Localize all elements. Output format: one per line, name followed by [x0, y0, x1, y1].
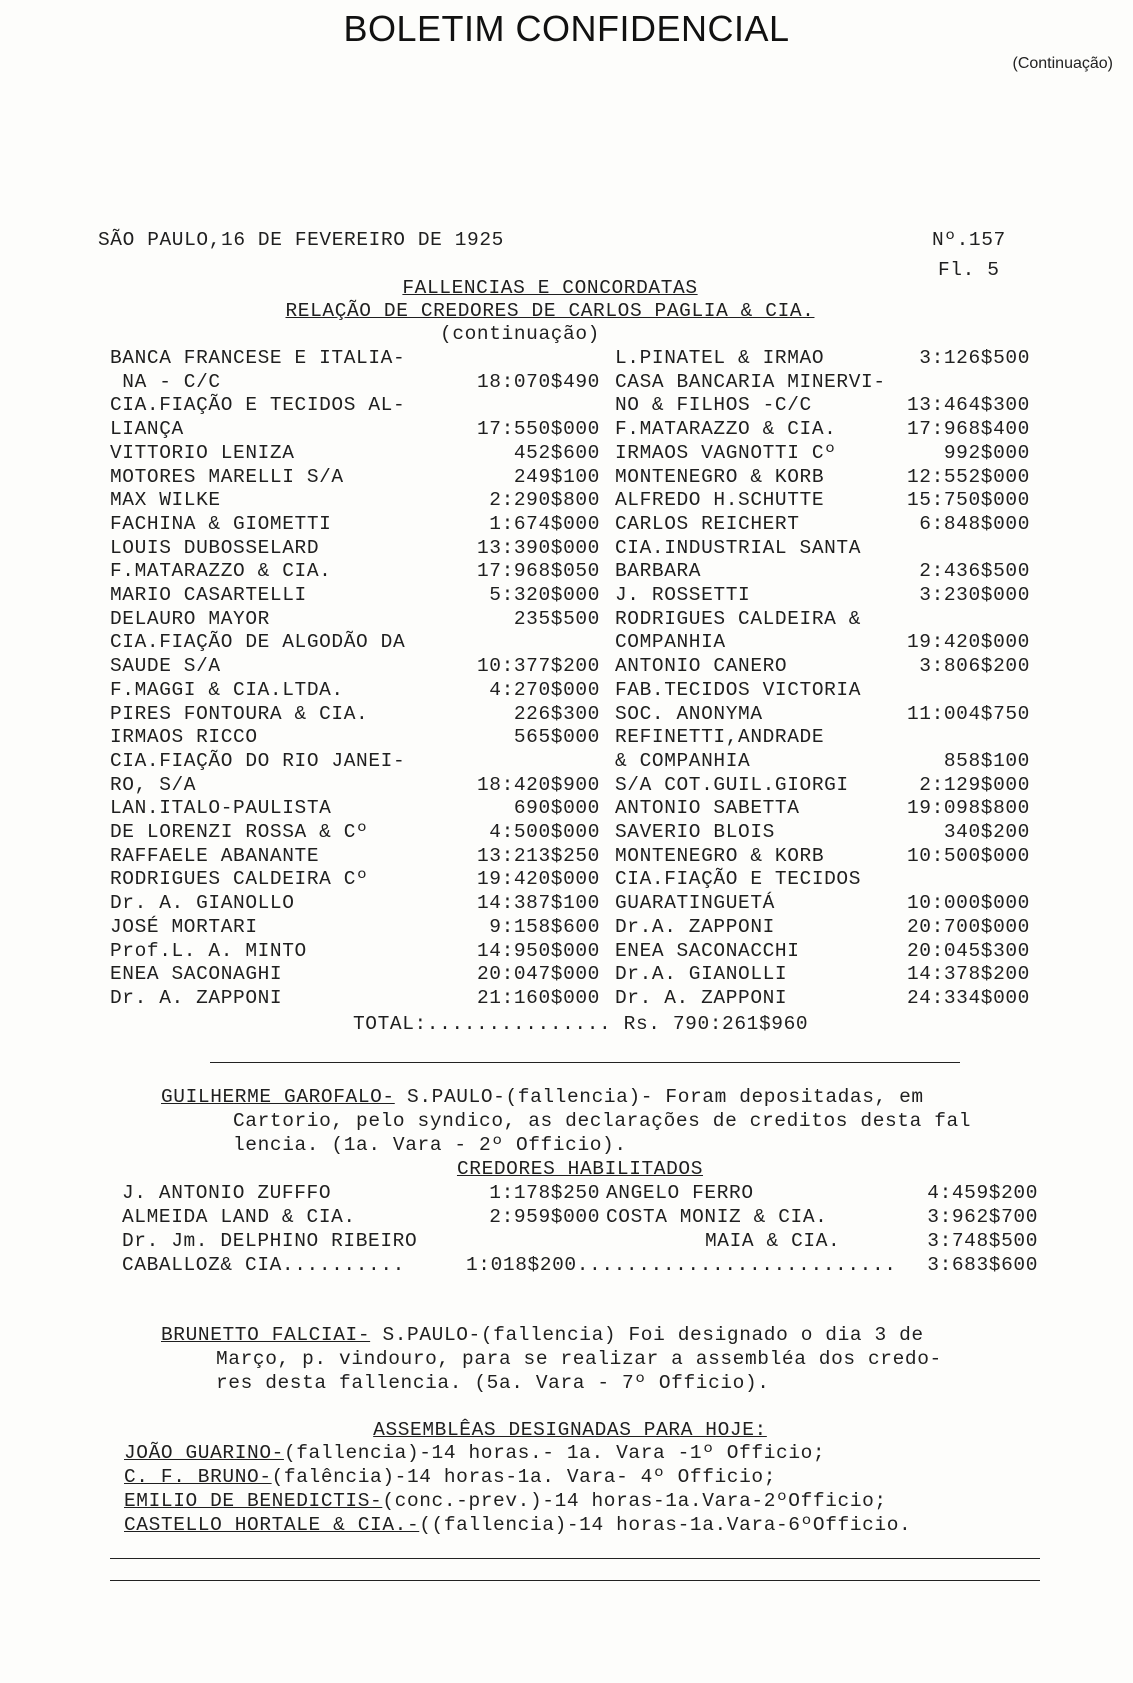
creditor-name-left: MAX WILKE: [110, 489, 221, 512]
creditor-amount-left: 9:158$600: [489, 915, 600, 938]
creditor-amount-right: 10:500$000: [906, 844, 1030, 867]
creditor-name-right: IRMAOS VAGNOTTI Cº: [615, 441, 837, 464]
creditor-amount-left: 5:320$000: [489, 584, 600, 606]
section-heading: FALLENCIAS E CONCORDATAS: [402, 277, 698, 299]
creditor-amount-left: 13:390$000: [476, 536, 600, 559]
creditor-name-right: ALFREDO H.SCHUTTE: [615, 489, 825, 512]
creditor-amount-left: 452$600: [513, 441, 600, 464]
creditor-amount-right: 3:806$200: [919, 655, 1030, 678]
assembly-details: (fallencia)-14 horas.- 1a. Vara -1º Officio;: [283, 1442, 826, 1464]
garofalo-name: GUILHERME GAROFALO-: [161, 1086, 395, 1108]
qualified-creditor-name: J. ANTONIO ZUFFFO: [122, 1182, 332, 1204]
falciai-paragraph-line-2: Março, p. vindouro, para se realizar a assembléa dos credo-: [216, 1348, 942, 1370]
divider: [210, 1062, 960, 1063]
creditor-name-right: SAVERIO BLOIS: [615, 821, 775, 843]
assembly-details: (conc.-prev.)-14 horas-1a.Vara-2ºOfficio;: [382, 1490, 887, 1512]
creditor-name-left: PIRES FONTOURA & CIA.: [110, 702, 369, 725]
creditor-amount-right: 3:126$500: [919, 347, 1030, 369]
creditor-amount-right: 3:230$000: [919, 584, 1030, 606]
creditor-name-right: ANTONIO CANERO: [615, 655, 788, 678]
falciai-paragraph-line-1: [161, 1323, 924, 1347]
creditor-amount-left: 690$000: [513, 797, 600, 820]
creditor-name-left: Dr. A. GIANOLLO: [110, 892, 295, 915]
creditor-amount-left: 10:377$200: [476, 655, 600, 678]
creditors-list-heading: RELAÇÃO DE CREDORES DE CARLOS PAGLIA & CIA.: [285, 300, 815, 322]
creditor-name-left: F.MAGGI & CIA.LTDA.: [110, 678, 344, 701]
creditor-amount-left: 2:290$800: [489, 489, 600, 512]
creditor-name-left: BANCA FRANCESE E ITALIA-: [110, 347, 406, 369]
continuation-label: (Continuação): [1012, 55, 1113, 72]
garofalo-paragraph-line-2: Cartorio, pelo syndico, as declarações de creditos desta fal: [233, 1110, 972, 1132]
assemblies-heading: ASSEMBLÊAS DESIGNADAS PARA HOJE:: [373, 1419, 767, 1441]
creditor-name-left: IRMAOS RICCO: [110, 726, 258, 749]
creditor-name-right: L.PINATEL & IRMAO: [615, 347, 825, 369]
creditor-name-left: JOSÉ MORTARI: [110, 915, 258, 938]
creditor-amount-right: 20:045$300: [906, 939, 1030, 962]
creditor-amount-left: 18:070$490: [476, 370, 600, 393]
creditor-amount-right: 19:098$800: [906, 797, 1030, 820]
creditor-name-left: RODRIGUES CALDEIRA Cº: [110, 868, 369, 891]
creditor-amount-left: 565$000: [513, 726, 600, 749]
creditor-name-left: LAN.ITALO-PAULISTA: [110, 797, 332, 820]
garofalo-paragraph-line-3: lencia. (1a. Vara - 2º Officio).: [233, 1134, 627, 1156]
assembly-name: C. F. BRUNO-: [124, 1466, 272, 1488]
creditor-name-left: Prof.L. A. MINTO: [110, 939, 307, 962]
creditor-amount-left: 249$100: [513, 465, 600, 488]
qualified-creditor-amount: 1:178$250: [489, 1182, 600, 1204]
creditor-amount-right: 13:464$300: [906, 394, 1030, 417]
qualified-creditor-name: CABALLOZ& CIA..........: [122, 1254, 405, 1276]
qualified-creditor-name: ALMEIDA LAND & CIA.: [122, 1206, 356, 1228]
creditor-amount-right: 340$200: [943, 821, 1030, 843]
creditor-name-right: Dr. A. ZAPPONI: [615, 986, 788, 1009]
creditor-name-right: ANTONIO SABETTA: [615, 797, 800, 820]
creditor-amount-right: 12:552$000: [906, 465, 1030, 488]
issue-number: Nº.157: [932, 229, 1006, 251]
creditor-amount-right: 11:004$750: [906, 702, 1030, 725]
assembly-name: EMILIO DE BENEDICTIS-: [124, 1490, 383, 1512]
assembly-item: [124, 1513, 911, 1537]
qualified-creditor-amount-2: 3:962$700: [927, 1206, 1038, 1228]
creditor-amount-right: 10:000$000: [906, 892, 1030, 915]
assembly-name: JOÃO GUARINO-: [124, 1442, 284, 1464]
creditor-amount-right: 17:968$400: [906, 418, 1030, 441]
qualified-creditor-amount-2: 3:748$500: [927, 1230, 1038, 1252]
creditor-name-right: CIA.FIAÇÃO E TECIDOS: [615, 868, 862, 891]
creditor-name-left: VITTORIO LENIZA: [110, 441, 295, 464]
creditor-name-right: CASA BANCARIA MINERVI-: [615, 370, 886, 393]
qualified-creditor-name-2: COSTA MONIZ & CIA.: [606, 1206, 828, 1228]
creditor-name-left: F.MATARAZZO & CIA.: [110, 560, 332, 583]
creditor-name-right: CARLOS REICHERT: [615, 512, 800, 535]
creditor-amount-right: 20:700$000: [906, 915, 1030, 938]
creditor-amount-left: 17:968$050: [476, 560, 600, 583]
creditor-amount-left: 4:500$000: [489, 821, 600, 843]
creditor-name-right: BARBARA: [615, 560, 702, 583]
creditor-name-right: SOC. ANONYMA: [615, 702, 763, 725]
creditor-amount-right: 15:750$000: [906, 489, 1030, 512]
qualified-creditor-name-2: ANGELO FERRO: [606, 1182, 754, 1204]
creditor-name-left: RO, S/A: [110, 773, 197, 796]
creditor-name-left: FACHINA & GIOMETTI: [110, 512, 332, 535]
creditor-amount-right: 19:420$000: [906, 631, 1030, 654]
creditor-amount-right: 14:378$200: [906, 963, 1030, 986]
place-date: SÃO PAULO,16 DE FEVEREIRO DE 1925: [98, 229, 504, 251]
assembly-name: CASTELLO HORTALE & CIA.-: [124, 1514, 420, 1536]
bottom-rule-2: [110, 1580, 1040, 1581]
assembly-details: (falência)-14 horas-1a. Vara- 4º Officio;: [271, 1466, 777, 1488]
creditor-name-right: S/A COT.GUIL.GIORGI: [615, 773, 849, 796]
creditor-name-right: FAB.TECIDOS VICTORIA: [615, 678, 862, 701]
garofalo-text: S.PAULO-(fallencia)- Foram depositadas, em: [394, 1086, 924, 1108]
creditor-amount-left: 4:270$000: [489, 678, 600, 701]
creditor-amount-left: 14:387$100: [476, 892, 600, 915]
creditor-amount-right: 992$000: [943, 441, 1030, 464]
creditor-name-right: Dr.A. GIANOLLI: [615, 963, 788, 986]
creditor-name-right: GUARATINGUETÁ: [615, 892, 775, 915]
creditors-qualified-heading: CREDORES HABILITADOS: [456, 1158, 704, 1180]
qualified-creditor-amount: 1:018$200..........................: [466, 1254, 897, 1276]
creditor-amount-left: 21:160$000: [476, 986, 600, 1009]
creditor-name-left: SAUDE S/A: [110, 655, 221, 678]
qualified-creditor-amount: 2:959$000: [489, 1206, 600, 1228]
creditor-name-left: LIANÇA: [110, 418, 184, 441]
creditor-amount-right: 2:129$000: [919, 773, 1030, 796]
assembly-details: ((fallencia)-14 horas-1a.Vara-6ºOfficio.: [419, 1514, 912, 1536]
creditor-name-right: NO & FILHOS -C/C: [615, 394, 812, 417]
creditor-name-left: Dr. A. ZAPPONI: [110, 986, 283, 1009]
creditor-name-right: ENEA SACONACCHI: [615, 939, 800, 962]
creditor-name-left: ENEA SACONAGHI: [110, 963, 283, 986]
assembly-item: [124, 1441, 825, 1465]
creditor-name-left: DELAURO MAYOR: [110, 607, 270, 630]
creditor-amount-left: 14:950$000: [476, 939, 600, 962]
bottom-rule-1: [110, 1558, 1040, 1559]
garofalo-paragraph-line-1: [161, 1085, 924, 1109]
qualified-creditor-name-2: MAIA & CIA.: [705, 1230, 841, 1252]
creditor-name-right: J. ROSSETTI: [615, 584, 751, 606]
continuation-note: (continuação): [440, 323, 600, 345]
creditor-amount-left: 235$500: [513, 607, 600, 630]
creditor-name-right: & COMPANHIA: [615, 749, 751, 772]
bulletin-title: BOLETIM CONFIDENCIAL: [343, 8, 790, 49]
creditor-amount-left: 19:420$000: [476, 868, 600, 891]
creditor-name-right: MONTENEGRO & KORB: [615, 844, 825, 867]
falciai-text: S.PAULO-(fallencia) Foi designado o dia 3 de: [370, 1324, 924, 1346]
creditor-name-right: F.MATARAZZO & CIA.: [615, 418, 837, 441]
creditor-amount-left: 17:550$000: [476, 418, 600, 441]
creditor-name-left: LOUIS DUBOSSELARD: [110, 536, 320, 559]
creditor-name-right: MONTENEGRO & KORB: [615, 465, 825, 488]
creditor-name-left: CIA.FIAÇÃO E TECIDOS AL-: [110, 394, 406, 417]
creditor-amount-left: 20:047$000: [476, 963, 600, 986]
falciai-name: BRUNETTO FALCIAI-: [161, 1324, 371, 1346]
creditor-name-left: CIA.FIAÇÃO DO RIO JANEI-: [110, 749, 406, 772]
creditor-name-left: CIA.FIAÇÃO DE ALGODÃO DA: [110, 631, 406, 654]
assembly-item: [124, 1489, 887, 1513]
creditor-name-right: COMPANHIA: [615, 631, 726, 654]
creditor-name-right: REFINETTI,ANDRADE: [615, 726, 825, 749]
creditor-amount-right: 6:848$000: [919, 512, 1030, 535]
falciai-paragraph-line-3: res desta fallencia. (5a. Vara - 7º Officio).: [216, 1372, 770, 1394]
creditor-name-left: MARIO CASARTELLI: [110, 584, 307, 606]
creditor-amount-left: 1:674$000: [489, 512, 600, 535]
total-line: TOTAL:............... Rs. 790:261$960: [353, 1013, 809, 1035]
qualified-creditor-amount-2: 3:683$600: [927, 1254, 1038, 1276]
creditor-amount-right: 24:334$000: [906, 986, 1030, 1009]
sheet-number: Fl. 5: [938, 259, 1000, 281]
qualified-creditor-amount-2: 4:459$200: [927, 1182, 1038, 1204]
creditor-amount-left: 226$300: [513, 702, 600, 725]
creditor-name-right: RODRIGUES CALDEIRA &: [615, 607, 862, 630]
creditor-amount-left: 13:213$250: [476, 844, 600, 867]
creditor-name-left: NA - C/C: [110, 370, 221, 393]
qualified-creditor-name: Dr. Jm. DELPHINO RIBEIRO: [122, 1230, 418, 1252]
creditor-name-right: CIA.INDUSTRIAL SANTA: [615, 536, 862, 559]
creditor-amount-right: 858$100: [943, 749, 1030, 772]
creditor-name-left: RAFFAELE ABANANTE: [110, 844, 320, 867]
assembly-item: [124, 1465, 776, 1489]
creditor-name-left: MOTORES MARELLI S/A: [110, 465, 344, 488]
creditor-amount-right: 2:436$500: [919, 560, 1030, 583]
creditor-name-right: Dr.A. ZAPPONI: [615, 915, 775, 938]
creditor-name-left: DE LORENZI ROSSA & Cº: [110, 821, 369, 843]
creditor-amount-left: 18:420$900: [476, 773, 600, 796]
